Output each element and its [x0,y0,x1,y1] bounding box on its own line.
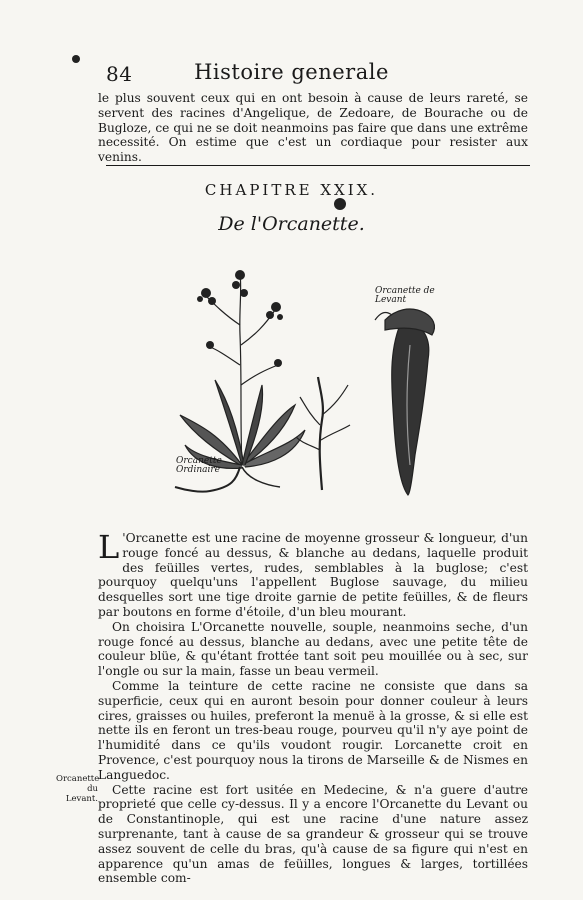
paragraph: Comme la teinture de cette racine ne consiste que dans sa superficie, ceux qui en auront besoin pour donner couleur à leurs cires, graisses ou huiles, preferont la menuë à la grosse, & si elle est nette ils en feront un tres-beau rouge, pourveu qu'il n'y aye point de l'humidité dans ce qu'ils voudont rougir. Lorcanette croit en Provence, c'est pourquoy nous la tirons de Marseille & de Nismes en Languedoc. [98,678,528,782]
label-orcanette-levant: Orcanette de Levant [375,286,435,305]
paragraph-text: 'Orcanette est une racine de moyenne grosseur & longueur, d'un rouge foncé au dessus, & blanche au dedans, laquelle produit des feüilles vertes, rudes, semblables à la buglose; c'est pourquoy quelqu'uns l'appellent Buglose sauvage, du milieu desquelles sort une tige droite garnie de petite feüilles, & de fleurs par boutons en forme d'étoile, d'un bleu mourant. [98,531,528,619]
margin-note: Orcanette du Levant. [56,774,100,804]
paragraph: le plus souvent ceux qui en ont besoin à cause de leurs rareté, se servent des racines d'Angelique, de Zedoare, de Bourache ou de Bugloze, ce qui ne se doit neanmoins pas faire que dans une extrême necessité. On estime que c'est un cordiaque pour resister aux venins. [98,91,528,165]
drop-cap: L [98,528,120,566]
chapter-title: CHAPITRE XXIX. [204,181,379,199]
botanical-engraving [170,265,460,505]
running-title: Histoire generale [194,60,389,84]
top-paragraph [98,91,528,165]
paragraph: On choisira L'Orcanette nouvelle, souple, neanmoins seche, d'un rouge foncé au dessus, blanche au dedans, avec une petite tête de couleur blüe, & qu'étant frottée tant soit peu mouillée ou à sec, sur l'ongle ou sur la main, fasse un beau vermeil. [98,619,528,679]
page-number: 84 [106,62,133,86]
paragraph: Cette racine est fort usitée en Medecine, & n'a guere d'autre proprieté que celle cy-dessus. Il y a encore l'Orcanette du Levant ou de Constantinople, qui est une racine d'une nature assez surprenante, tant à cause de sa grandeur & grosseur qui se trouve assez souvent de celle du bras, qu'à cause de sa figure qui n'est en apparence qu'un amas de feüilles, longues & larges, tortillées ensemble com- [98,782,528,886]
ink-blot [334,198,346,210]
label-orcanette-ordinaire: Orcanette Ordinaire [176,456,222,475]
paragraph [98,528,528,620]
section-rule [106,165,530,166]
main-text [98,528,528,886]
chapter-subtitle: De l'Orcanette. [218,213,365,235]
